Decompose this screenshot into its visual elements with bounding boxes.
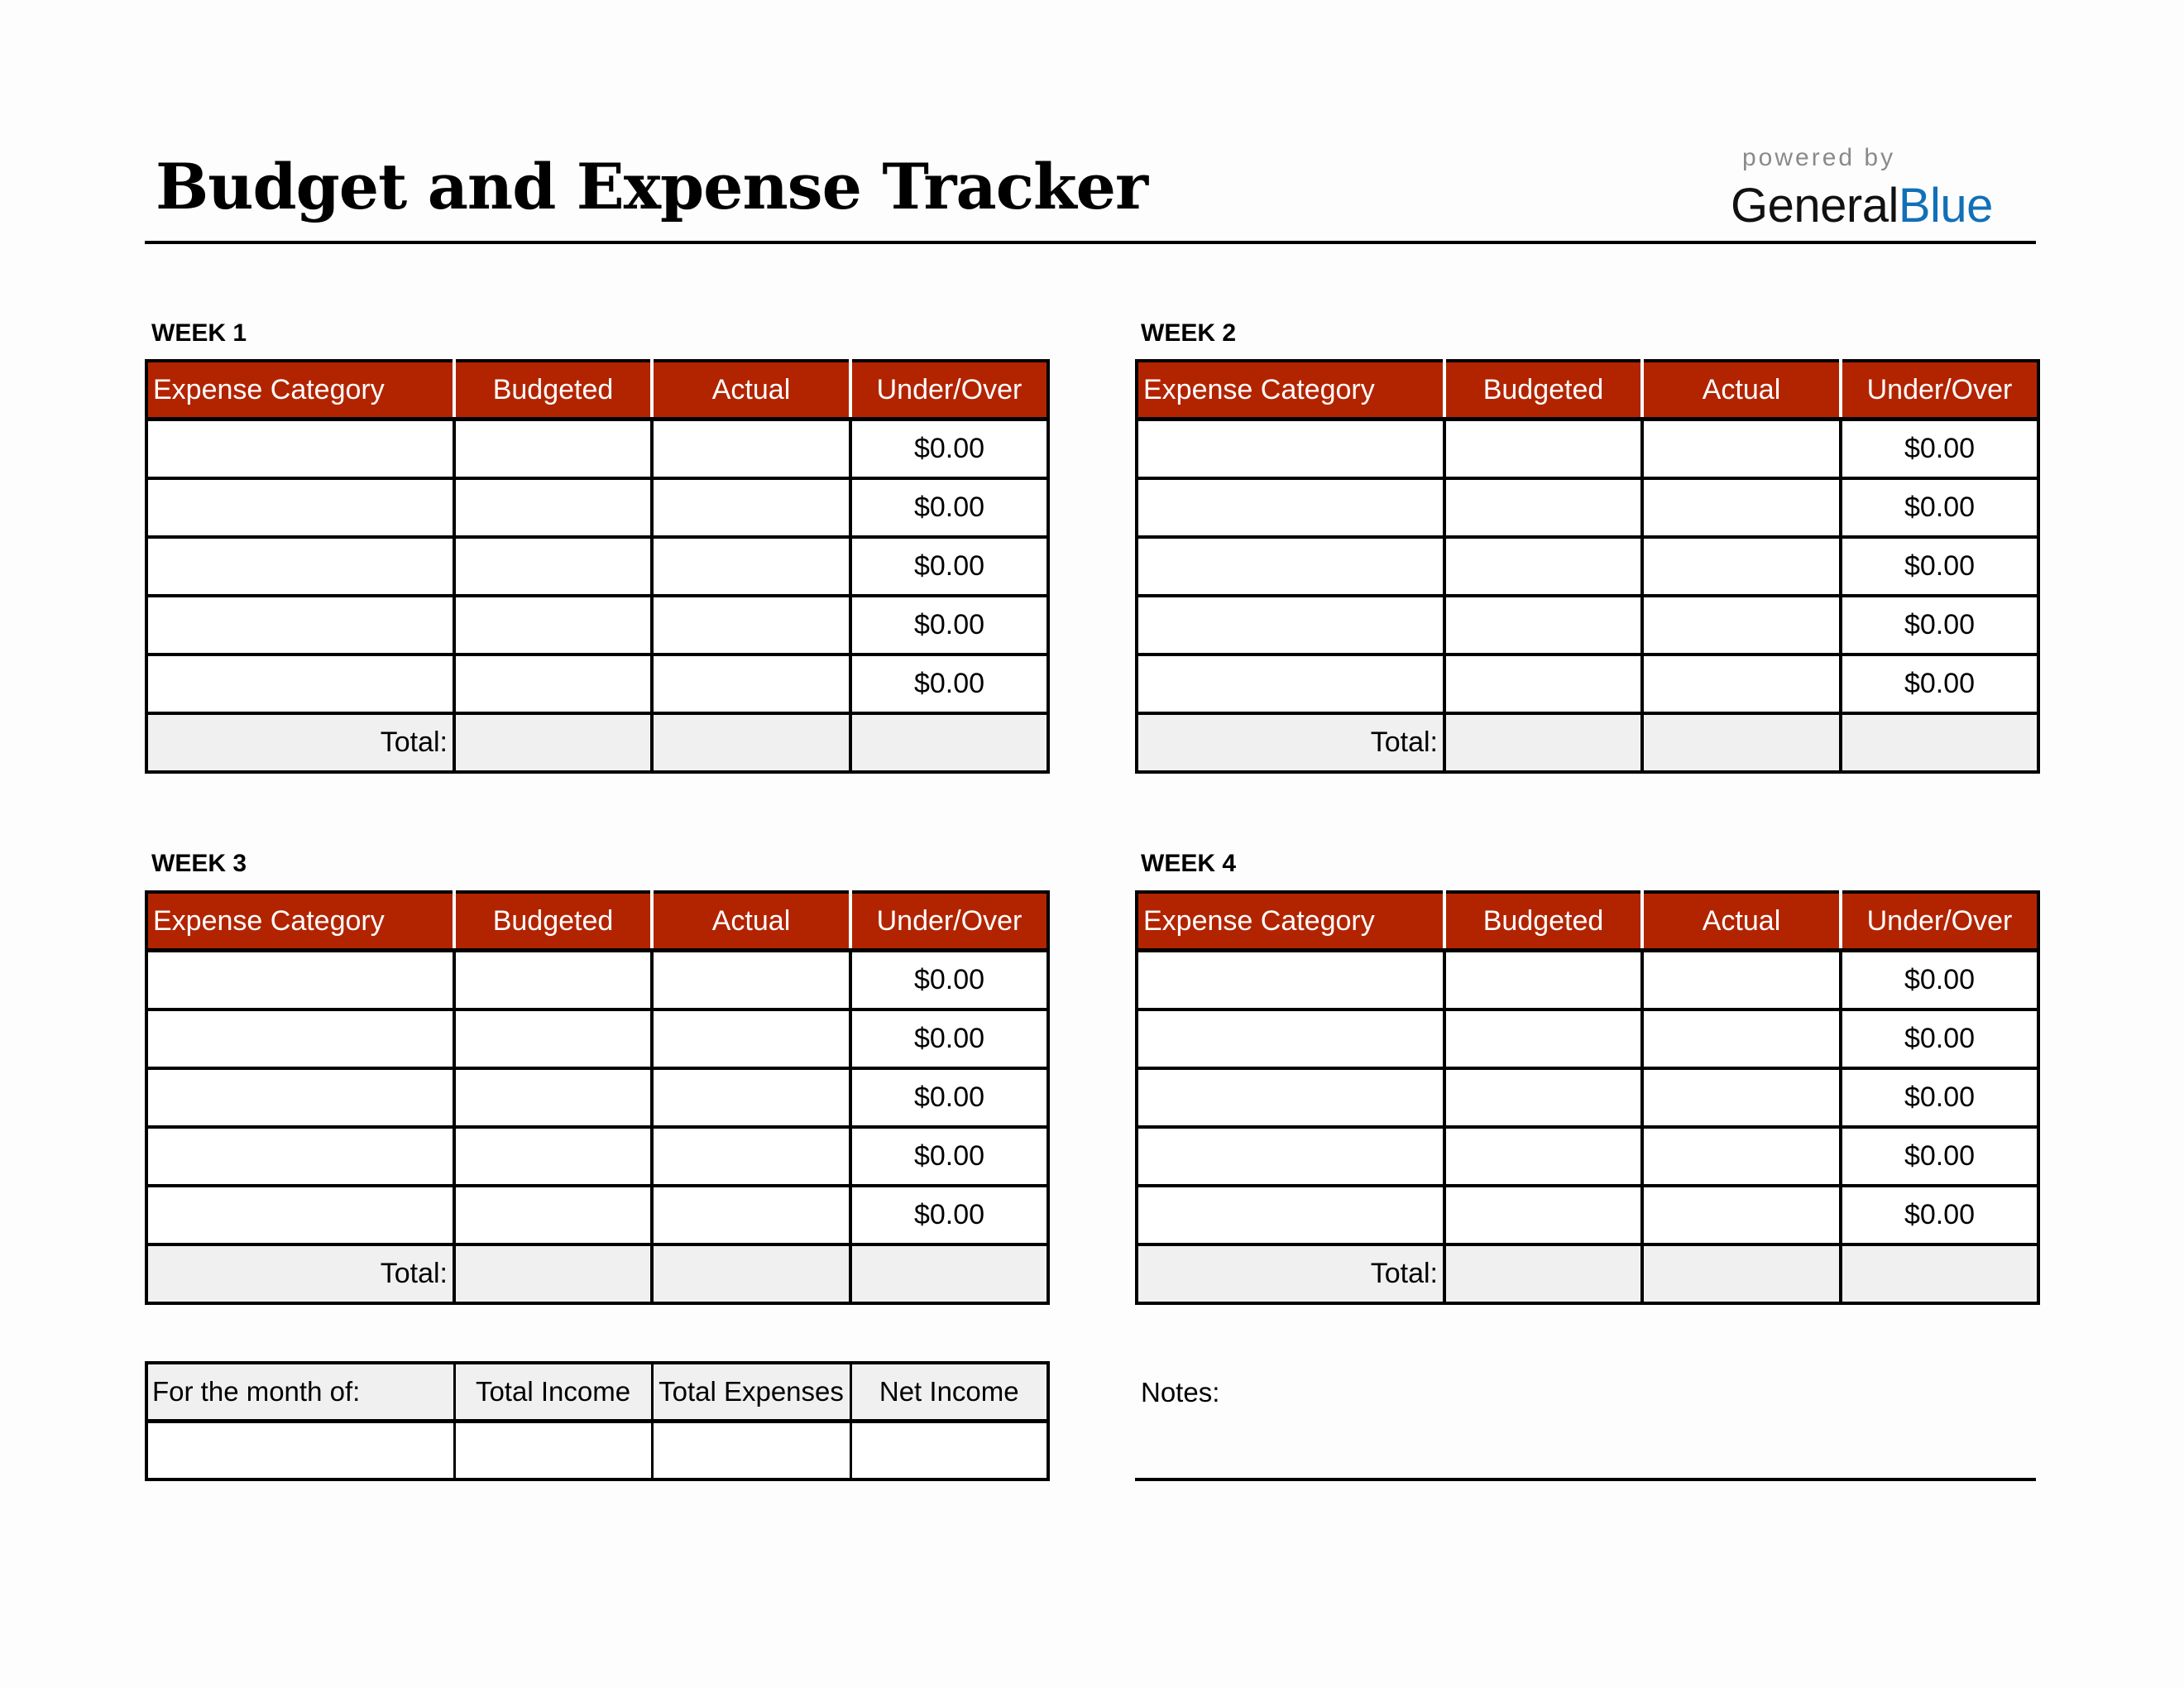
- total-actual-cell: [652, 1244, 850, 1303]
- actual-cell[interactable]: [1642, 1186, 1841, 1244]
- title-divider: [145, 241, 2036, 244]
- under-over-cell: $0.00: [1841, 951, 2038, 1010]
- category-cell[interactable]: [1137, 1186, 1444, 1244]
- under-over-cell: $0.00: [850, 951, 1048, 1010]
- table-row: [146, 951, 1048, 1010]
- under-over-cell: $0.00: [1841, 596, 2038, 655]
- category-cell[interactable]: [1137, 478, 1444, 537]
- budgeted-cell[interactable]: [454, 537, 652, 596]
- header-expense-category: Expense Category: [1137, 361, 1444, 420]
- table-row: [146, 1127, 1048, 1186]
- category-cell[interactable]: [146, 1009, 454, 1068]
- category-cell[interactable]: [1137, 420, 1444, 479]
- category-cell[interactable]: [1137, 596, 1444, 655]
- budgeted-cell[interactable]: [1444, 1186, 1642, 1244]
- budgeted-cell[interactable]: [1444, 420, 1642, 479]
- under-over-cell: $0.00: [1841, 1009, 2038, 1068]
- header-expense-category: Expense Category: [1137, 892, 1444, 951]
- header-expense-category: Expense Category: [146, 361, 454, 420]
- under-over-cell: $0.00: [1841, 420, 2038, 479]
- category-cell[interactable]: [146, 655, 454, 713]
- net-income-cell[interactable]: [850, 1422, 1048, 1480]
- actual-cell[interactable]: [652, 655, 850, 713]
- total-expenses-cell[interactable]: [652, 1422, 850, 1480]
- total-budgeted-cell: [454, 713, 652, 772]
- table-row: [146, 478, 1048, 537]
- brand-name-blue: Blue: [1898, 179, 1993, 233]
- under-over-cell: $0.00: [850, 1127, 1048, 1186]
- week-4-label: WEEK 4: [1141, 850, 1237, 877]
- category-cell[interactable]: [146, 478, 454, 537]
- under-over-cell: $0.00: [850, 596, 1048, 655]
- brand-logo: [1731, 144, 2045, 233]
- budgeted-cell[interactable]: [1444, 1127, 1642, 1186]
- total-actual-cell: [652, 713, 850, 772]
- actual-cell[interactable]: [652, 478, 850, 537]
- week-4-table: [1135, 890, 2040, 1305]
- total-under-over-cell: [850, 713, 1048, 772]
- table-row: [146, 1068, 1048, 1127]
- actual-cell[interactable]: [652, 420, 850, 479]
- actual-cell[interactable]: [1642, 596, 1841, 655]
- header-under-over: Under/Over: [850, 361, 1048, 420]
- under-over-cell: $0.00: [1841, 478, 2038, 537]
- budgeted-cell[interactable]: [1444, 655, 1642, 713]
- header-budgeted: Budgeted: [1444, 892, 1642, 951]
- budgeted-cell[interactable]: [1444, 537, 1642, 596]
- week-1-table: [145, 359, 1050, 774]
- brand-name: [1731, 179, 2045, 233]
- total-under-over-cell: [850, 1244, 1048, 1303]
- table-row: [1137, 655, 2038, 713]
- table-row: [146, 1186, 1048, 1244]
- budgeted-cell[interactable]: [1444, 951, 1642, 1010]
- table-row: [1137, 1127, 2038, 1186]
- total-row: [1137, 1244, 2038, 1303]
- header-budgeted: Budgeted: [454, 892, 652, 951]
- table-row: [146, 655, 1048, 713]
- actual-cell[interactable]: [1642, 420, 1841, 479]
- budgeted-cell[interactable]: [454, 1009, 652, 1068]
- notes-field[interactable]: [1135, 1478, 2036, 1481]
- total-budgeted-cell: [1444, 713, 1642, 772]
- header-under-over: Under/Over: [850, 892, 1048, 951]
- category-cell[interactable]: [146, 420, 454, 479]
- under-over-cell: $0.00: [850, 1068, 1048, 1127]
- under-over-cell: $0.00: [850, 655, 1048, 713]
- table-row: [146, 537, 1048, 596]
- category-cell[interactable]: [146, 537, 454, 596]
- total-row: [1137, 713, 2038, 772]
- week-2-label: WEEK 2: [1141, 319, 1237, 347]
- category-cell[interactable]: [146, 951, 454, 1010]
- total-label: Total:: [1137, 1244, 1444, 1303]
- total-actual-cell: [1642, 1244, 1841, 1303]
- header-under-over: Under/Over: [1841, 892, 2038, 951]
- header-actual: Actual: [1642, 361, 1841, 420]
- header-budgeted: Budgeted: [1444, 361, 1642, 420]
- under-over-cell: $0.00: [1841, 1127, 2038, 1186]
- summary-values-row: [146, 1422, 1048, 1480]
- budgeted-cell[interactable]: [454, 478, 652, 537]
- header-actual: Actual: [652, 361, 850, 420]
- total-actual-cell: [1642, 713, 1841, 772]
- table-row: [1137, 1186, 2038, 1244]
- actual-cell[interactable]: [1642, 1068, 1841, 1127]
- summary-header-total-expenses: Total Expenses: [652, 1363, 850, 1422]
- table-row: [1137, 537, 2038, 596]
- actual-cell[interactable]: [652, 1068, 850, 1127]
- category-cell[interactable]: [146, 596, 454, 655]
- budgeted-cell[interactable]: [1444, 1068, 1642, 1127]
- total-row: [146, 1244, 1048, 1303]
- table-row: [1137, 596, 2038, 655]
- actual-cell[interactable]: [1642, 1009, 1841, 1068]
- actual-cell[interactable]: [1642, 1127, 1841, 1186]
- actual-cell[interactable]: [652, 1186, 850, 1244]
- summary-header-net-income: Net Income: [850, 1363, 1048, 1422]
- actual-cell[interactable]: [1642, 537, 1841, 596]
- budgeted-cell[interactable]: [454, 951, 652, 1010]
- category-cell[interactable]: [146, 1068, 454, 1127]
- table-row: [1137, 951, 2038, 1010]
- category-cell[interactable]: [1137, 1009, 1444, 1068]
- header-row: [146, 892, 1048, 951]
- category-cell[interactable]: [146, 1127, 454, 1186]
- total-budgeted-cell: [454, 1244, 652, 1303]
- brand-name-general: General: [1731, 179, 1899, 233]
- summary-header-month: For the month of:: [146, 1363, 454, 1422]
- under-over-cell: $0.00: [850, 420, 1048, 479]
- total-under-over-cell: [1841, 1244, 2038, 1303]
- actual-cell[interactable]: [652, 1127, 850, 1186]
- total-label: Total:: [1137, 713, 1444, 772]
- table-row: [1137, 1068, 2038, 1127]
- under-over-cell: $0.00: [850, 1186, 1048, 1244]
- actual-cell[interactable]: [1642, 655, 1841, 713]
- header-row: [146, 361, 1048, 420]
- budgeted-cell[interactable]: [1444, 478, 1642, 537]
- header-under-over: Under/Over: [1841, 361, 2038, 420]
- summary-header-total-income: Total Income: [454, 1363, 652, 1422]
- header-row: [1137, 892, 2038, 951]
- week-1-label: WEEK 1: [151, 319, 247, 347]
- total-label: Total:: [146, 1244, 454, 1303]
- total-budgeted-cell: [1444, 1244, 1642, 1303]
- header-actual: Actual: [1642, 892, 1841, 951]
- monthly-summary-table: [145, 1361, 1050, 1481]
- week-3-table: [145, 890, 1050, 1305]
- month-cell[interactable]: [146, 1422, 454, 1480]
- powered-by-label: powered by: [1742, 144, 1896, 171]
- summary-header-row: [146, 1363, 1048, 1422]
- table-row: [146, 420, 1048, 479]
- actual-cell[interactable]: [1642, 951, 1841, 1010]
- header-budgeted: Budgeted: [454, 361, 652, 420]
- budgeted-cell[interactable]: [1444, 1009, 1642, 1068]
- total-under-over-cell: [1841, 713, 2038, 772]
- category-cell[interactable]: [1137, 537, 1444, 596]
- table-row: [146, 1009, 1048, 1068]
- under-over-cell: $0.00: [850, 478, 1048, 537]
- total-row: [146, 713, 1048, 772]
- header-expense-category: Expense Category: [146, 892, 454, 951]
- total-income-cell[interactable]: [454, 1422, 652, 1480]
- under-over-cell: $0.00: [850, 537, 1048, 596]
- actual-cell[interactable]: [652, 596, 850, 655]
- budgeted-cell[interactable]: [454, 596, 652, 655]
- table-row: [1137, 1009, 2038, 1068]
- header-row: [1137, 361, 2038, 420]
- budgeted-cell[interactable]: [454, 655, 652, 713]
- actual-cell[interactable]: [652, 951, 850, 1010]
- table-row: [1137, 420, 2038, 479]
- actual-cell[interactable]: [652, 1009, 850, 1068]
- week-3-label: WEEK 3: [151, 850, 247, 877]
- under-over-cell: $0.00: [1841, 1186, 2038, 1244]
- week-2-table: [1135, 359, 2040, 774]
- total-label: Total:: [146, 713, 454, 772]
- budgeted-cell[interactable]: [454, 420, 652, 479]
- category-cell[interactable]: [1137, 655, 1444, 713]
- budgeted-cell[interactable]: [454, 1068, 652, 1127]
- budgeted-cell[interactable]: [454, 1127, 652, 1186]
- category-cell[interactable]: [1137, 1127, 1444, 1186]
- category-cell[interactable]: [1137, 1068, 1444, 1127]
- page-title: Budget and Expense Tracker: [156, 150, 1148, 223]
- actual-cell[interactable]: [1642, 478, 1841, 537]
- header-actual: Actual: [652, 892, 850, 951]
- under-over-cell: $0.00: [850, 1009, 1048, 1068]
- category-cell[interactable]: [146, 1186, 454, 1244]
- table-row: [146, 596, 1048, 655]
- actual-cell[interactable]: [652, 537, 850, 596]
- under-over-cell: $0.00: [1841, 655, 2038, 713]
- notes-label: Notes:: [1141, 1377, 1220, 1407]
- budgeted-cell[interactable]: [1444, 596, 1642, 655]
- table-row: [1137, 478, 2038, 537]
- under-over-cell: $0.00: [1841, 537, 2038, 596]
- budgeted-cell[interactable]: [454, 1186, 652, 1244]
- under-over-cell: $0.00: [1841, 1068, 2038, 1127]
- category-cell[interactable]: [1137, 951, 1444, 1010]
